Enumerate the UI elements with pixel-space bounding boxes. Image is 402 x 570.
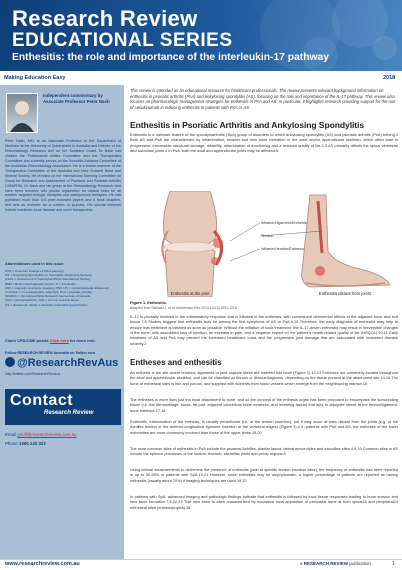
figure-note-3: Inflamed tendon/Enthesis (261, 247, 304, 251)
subheader-bar (124, 71, 402, 85)
phone-number: 1300 132 322 (18, 441, 46, 446)
abbreviation-line: BMP = Bone morphogenetic protein; IL = interleukin; (5, 281, 77, 286)
footer-pub-pre: a (300, 561, 303, 566)
abbreviation-line: ASAS = Assessment of SpondyloArthritis International Society; (5, 277, 91, 282)
footer-pub-brand: RESEARCH REVIEW (303, 561, 349, 566)
brand-name: Research Review (12, 6, 198, 31)
email-label: Email (5, 432, 16, 437)
tagline: Making Education Easy (4, 75, 66, 81)
abbreviation-line: SPARCC = Spondyloarthritis Research Consortium of Canada; (5, 294, 92, 299)
footer-publication (300, 561, 371, 566)
figure-note-1: Inflamed ligament/Enthesis (261, 221, 307, 225)
paragraph: Enthesitis is a hallmark feature of the spondyloarthritis (SpA) group of disorders to which ankylosing spondylitis (AS) and psoriatic arthritis (PsA) belong.1 Both AS and PsA are characterised by inflammation, erosion and new bone formation in the axial and/or appendicular skeleton, which often lead to progressive, irreversible structural damage, disability, deterioration of functioning and a reduced quality of life.2,3 AS primarily affects the spinal vertebrae and sacroiliac joints.4 In PsA, both the axial and appendicular joints may be affected.5 (130, 132, 398, 153)
twitter-handle-link[interactable] (5, 357, 118, 369)
email-link[interactable]: geoff@researchreview.com.au (17, 432, 77, 437)
footer-pub-post: publication (349, 561, 371, 566)
abbreviations-title: Abbreviations used in this issue: (5, 262, 65, 266)
cpd-label: Claim CPD/CME points (5, 338, 49, 343)
footer-website-link[interactable]: www.researchreview.com.au (5, 561, 80, 567)
abbreviations-box (5, 262, 121, 307)
twitter-icon (5, 357, 15, 367)
figure-label-distant: Enthesitis distant from joints (318, 291, 372, 296)
section-heading: Enthesitis in Psoriatic Arthritis and Ankylosing Spondylitis (130, 120, 365, 130)
paragraph: The most common sites of enthesitis in PsA include the proximal Achilles, plantar fascia, lateral epicondyles and sacroiliac sites.4,9,19 Common sites in AS include the spinous processes of the lumbar, thoracic, sacroiliac joints and pelvic regions.4 (130, 446, 398, 457)
page-number: 1 (392, 561, 395, 567)
cpd-after: for more info. (69, 338, 96, 343)
figure-source: Adapted from Sakkas LI, et al. Autoimmun Rev 2013;12(12):1201-1214. (130, 306, 238, 310)
phone-label: Phone (5, 441, 18, 446)
paragraph: An enthesis is the site where tendons, ligaments or joint capsule fibres are inserted into bone (Figure 1).12,13 Entheses are commonly located throughout the axial and appendicular skeleton, and can be classified as fibrous or fibrocartilaginous, depending on the tissue present at the attachment site.14,15 The bone at entheseal sites is thin and porous, and supplied with nutrients from blood vessels which emerge from the neighbouring marrow.16 (130, 370, 398, 386)
series-name: EDUCATIONAL SERIES (12, 30, 233, 51)
author-bio: Peter Nash, MD, is an Associate Professor in the Department of Medicine at the University of Queensland in Australia and Director of the Rheumatology Research Unit on the Sunshine Coast. Dr Nash has chaired the Professional Affairs Committee and the Therapeutics Committee and currently serves on the Scientific Advisory Committee of the Australian Rheumatology Association. He is a former member of the Therapeutics Committee of the Australia and New Zealand Bone and Mineral Society. He remains on the International Steering Committee for Group for Research and Assessment of Psoriasis and Psoriatic Arthritis (GRAPPA). Dr Nash and his group at the Rheumatology Research Unit have been involved with pivotal registration for clinical trials for all modern targeted biologic therapies and osteoporosis therapies. He has published more than 100 peer-reviewed papers and 5 book chapters, and acts as reviewer for a number of journals. His special interests include metabolic bone disease and novel therapeutics. (5, 139, 121, 213)
foot-illustration (302, 195, 390, 287)
figure-enthesitis (130, 191, 398, 297)
intro-paragraph: This review is intended as an educational resource for healthcare professionals. The review presents relevant background information on enthesitis in psoriatic arthritis (PsA) and ankylosing spondylitis (AS), focusing on the role and importance of the IL-17 pathway. This review also focuses on pharmacologic management strategies for enthesitis in PsA and AS. In particular, it highlights research providing support for the use of secukinumab in reducing enthesitis in patients with PsA or AS. (130, 88, 396, 111)
phone-line (5, 441, 46, 446)
paragraph: In patients with SpA, advanced imaging and pathologic findings indicate that enthesitis is followed by local tissue responses leading to bone erosion and new bone formation.7,8,22,23 This new bone is often characterised by excessive local apposition of periosteal bone at both spinal23 and peripheral24 entheseal sites (enthesophytes).18 (130, 494, 398, 510)
paragraph: The entheses is more than just the focal attachment to bone, and so the concept of the enthesis organ has been proposed to encompass the surrounding tissue (i.e. the fibrocartilage, bursa, fat pad, adjacent cancellous bone networks, and investing fascia) that acts to dissipate stress at the tendon/ligament-bone interface.17,18 (130, 397, 398, 413)
author-photo (6, 93, 38, 133)
twitter-url-link[interactable]: http://twitter.com/ResearchRevAus (5, 372, 61, 376)
paragraph: IL-17 is pivotally involved in the inflammatory response that is initiated in the entheses, with consequent detrimental effects in the adjacent bone and soft tissue.7,8 Studies suggest that enthesitis may be among the first symptoms of AS or PsA.9,10 Therefore, the early diagnosis of enthesitis may help to ensure that treatment is initiated as soon as possible. Without the initiation of such treatment, the IL-17-driven enthesitis may result in irreversible changes in the bone, with associated loss of function, an increase in pain, and a negative impact on the patient's health-related quality of life (HRQOL).10,11 Early treatment of AS and PsA may prevent the increased healthcare costs and the progressive joint damage that are associated with increased disease severity.2 (130, 314, 398, 346)
document-title: Enthesitis: the role and importance of the interleukin-17 pathway (12, 52, 329, 63)
email-line (5, 432, 77, 437)
cpd-notice (5, 338, 121, 343)
subsection-heading: Entheses and enthesitis (130, 358, 222, 367)
abbreviation-line: MRI = magnetic resonance imaging; MSK-US = musculoskeletal ultrasound; (5, 285, 110, 290)
abbreviation-line: US = ultrasound; VEGF = vascular endothelial growth factor. (5, 302, 88, 307)
paragraph: Using clinical measurements to determine the presence of enthesitis (pain at specific tendon insertion sites), the frequency of enthesitis has been reported in up to 30-50% of patients with SpA.19,21 However, since enthesitis may be asymptomatic, a higher percentage of patients are reported as having enthesitis (usually about 70%) if imaging techniques are used.19,22 (130, 467, 398, 483)
contact-brand: Research Review (44, 410, 94, 416)
contact-heading: Contact (10, 392, 74, 409)
person-silhouette-icon (7, 94, 37, 132)
paragraph: Enthesitis, inflammation of the enthesis, is usually periarticular (i.e. at the tendon insertion), but it may occur at sites distant from the joints (e.g. at the Achilles tendon or the anterior longitudinal ligament insertion at the vertebral edges) (Figure 1).4 In patients with PsA and AS, the entheses of the lower extremities are more commonly involved than those of the upper limbs.19,20 (130, 419, 398, 435)
commentary-credit: Independent commentary by Associate Professor Peter Nash (43, 93, 110, 104)
abbreviation-line: ACR = American College of Rheumatology; (5, 269, 65, 274)
knee-illustration (162, 191, 223, 297)
figure-label-joint: Enthesitis at the joint (170, 291, 210, 296)
figure-caption: Figure 1. Enthesitis. (130, 300, 167, 305)
figure-note-2: Tendon (261, 234, 274, 238)
abbreviation-line: nr-axSpA = non-radiographic axial SpA; PsA = psoriatic arthritis; (5, 289, 93, 294)
twitter-follow-text: Follow RESEARCH REVIEW Australia on Twitter now (5, 351, 96, 355)
abbreviation-line: SpA = spondyloarthritis; TNF = tumour necrosis factor; (5, 298, 80, 303)
cpd-click-here-link[interactable]: Click here (49, 338, 69, 343)
year-label: 2018 (383, 75, 396, 81)
abbreviation-line: AS = Ankylosing Spondylitis (or Spondylitis Ankylosing Society); (5, 273, 93, 278)
twitter-handle: @ResearchRevAus (17, 357, 119, 369)
